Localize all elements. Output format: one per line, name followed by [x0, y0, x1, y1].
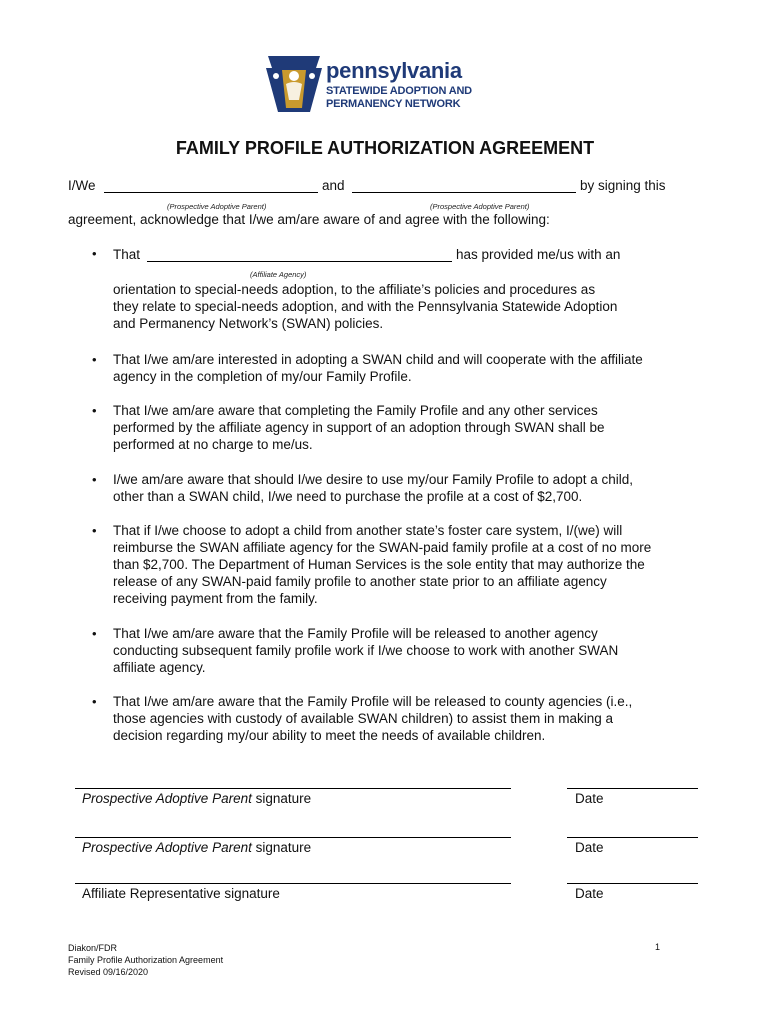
that-label: That [113, 247, 141, 262]
logo-subtitle-2: PERMANENCY NETWORK [326, 98, 461, 110]
bullet-text: That I/we am/are aware that completing the Family Profile and any other services performed by the affiliate agency in support of an adoption through SWAN shall be performed at no charge to me/us. [113, 403, 605, 452]
parent-signature-label-1: Prospective Adoptive Parent signature [82, 791, 312, 806]
page-number: 1 [655, 942, 661, 952]
swan-logo [264, 54, 484, 114]
date-line-2[interactable] [567, 837, 698, 838]
bullet-dot: • [92, 626, 97, 641]
bullet-text: That I/we am/are interested in adopting a SWAN child and will cooperate with the affiliate agency in the completion of my/our Family Profile. [113, 352, 643, 384]
intro-line-2: agreement, acknowledge that I/we am/are aware of and agree with the following: [68, 212, 550, 227]
has-provided-label: has provided me/us with an [456, 247, 621, 262]
date-label-2: Date [575, 840, 604, 855]
parent-name-blank-2[interactable] [352, 192, 576, 193]
logo-name: pennsylvania [326, 58, 462, 83]
date-label-1: Date [575, 791, 604, 806]
page-title: FAMILY PROFILE AUTHORIZATION AGREEMENT [175, 138, 595, 158]
date-line-3[interactable] [567, 883, 698, 884]
iwe-label: I/We [68, 178, 96, 193]
date-label-3: Date [575, 886, 604, 901]
bullet-text: That I/we am/are aware that the Family Profile will be released to county agencies (i.e., those agencies with custody of available SWAN children) to assist them in making a decision regarding my/our ability to meet the needs of available children. [113, 694, 633, 743]
bullet-dot: • [92, 694, 97, 709]
affiliate-signature-line[interactable] [75, 883, 511, 884]
parent-signature-line-2[interactable] [75, 837, 511, 838]
and-label: and [322, 178, 345, 193]
affiliate-signature-label: Affiliate Representative signature [82, 886, 280, 901]
bullet-1-line-1: orientation to special-needs adoption, to the affiliate’s policies and procedures as [113, 282, 596, 297]
footer [68, 942, 223, 978]
bullet-text: I/we am/are aware that should I/we desire to use my/our Family Profile to adopt a child, other than a SWAN child, I/we need to purchase the profile at a cost of $2,700. [113, 472, 633, 504]
footer-line-2: Family Profile Authorization Agreement [68, 955, 224, 965]
bullet-text: That if I/we choose to adopt a child from another state’s foster care system, I/(we) will reimburse the SWAN affiliate agency for the SWAN-paid family profile at a cost of no more than $2,700. The Department of Human Services is the sole entity that may authorize the release of any SWAN-paid family profile to another state prior to an affiliate agency receiving payment from the family. [113, 523, 652, 606]
bullet-1-line-3: and Permanency Network’s (SWAN) policies. [113, 316, 384, 331]
affiliate-caption: (Affiliate Agency) [250, 270, 307, 279]
by-signing-label: by signing this [580, 178, 666, 193]
bullet-text: That I/we am/are aware that the Family Profile will be released to another agency conducting subsequent family profile work if I/we choose to work with another SWAN affiliate agency. [113, 626, 619, 675]
parent-name-blank-1[interactable] [104, 192, 318, 193]
bullet-dot: • [92, 472, 97, 487]
date-line-1[interactable] [567, 788, 698, 789]
parent-caption-2: (Prospective Adoptive Parent) [430, 202, 530, 211]
footer-line-1: Diakon/FDR [68, 943, 118, 953]
footer-line-3: Revised 09/16/2020 [68, 967, 149, 977]
bullet-1-line-2: they relate to special-needs adoption, and with the Pennsylvania Statewide Adoption [113, 299, 618, 314]
parent-caption-1: (Prospective Adoptive Parent) [167, 202, 267, 211]
parent-signature-label-2: Prospective Adoptive Parent signature [82, 840, 312, 855]
parent-signature-line-1[interactable] [75, 788, 511, 789]
bullet-dot: • [92, 352, 97, 367]
keystone-logo-icon [264, 54, 324, 114]
bullet-dot: • [92, 523, 97, 538]
logo-subtitle-1: STATEWIDE ADOPTION AND [326, 85, 472, 97]
bullet-dot: • [92, 403, 97, 418]
bullet-dot: • [92, 246, 97, 261]
affiliate-agency-blank[interactable] [147, 261, 452, 262]
